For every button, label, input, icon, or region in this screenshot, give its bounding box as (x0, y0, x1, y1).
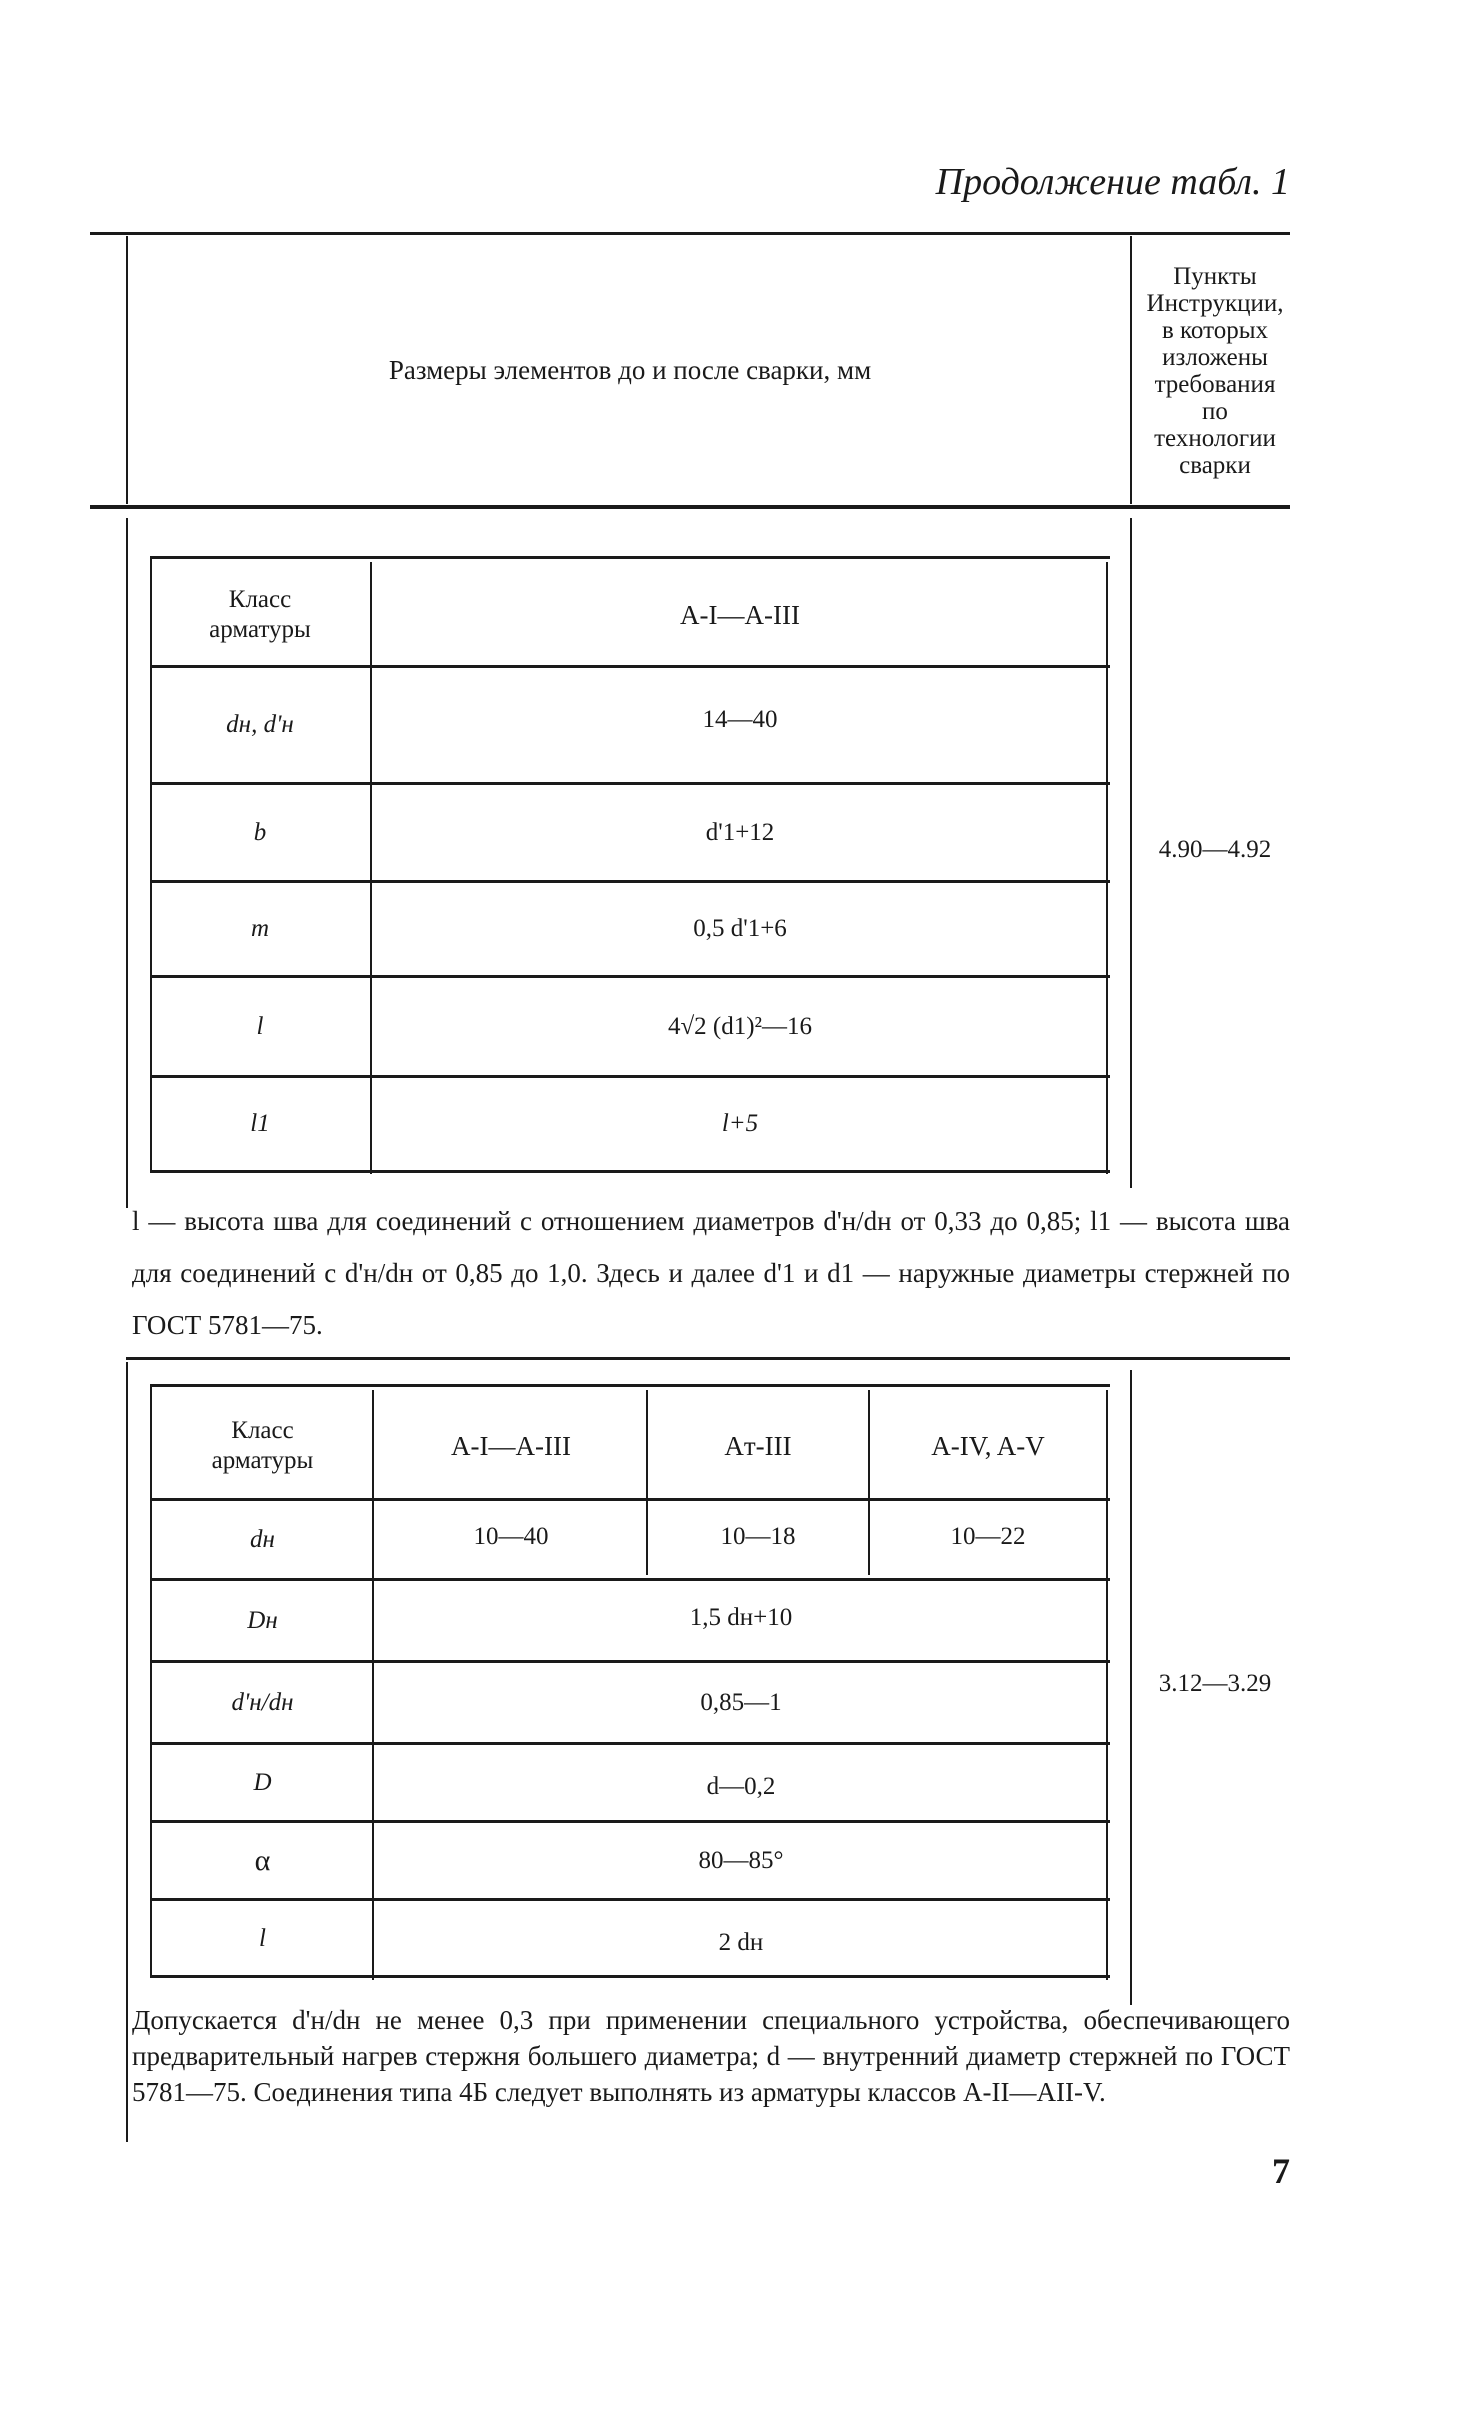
s2-header-col: A-IV, A-V (931, 1431, 1045, 1461)
s2-header-col: Aт-III (724, 1431, 792, 1461)
page-number: 7 (1272, 2151, 1290, 2191)
continuation-label: Продолжение табл. 1 (935, 161, 1290, 203)
s2-row-label: D (253, 1769, 272, 1796)
section1-ref: 4.90—4.92 (1158, 836, 1272, 863)
s1-row-label: dн, d'н (226, 711, 294, 738)
s2-row-value: 10—18 (720, 1523, 796, 1550)
s2-row-value: 10—40 (473, 1523, 549, 1550)
header-top-rule (90, 232, 1290, 235)
s2-row-value: 10—22 (950, 1523, 1026, 1550)
s1-row-label: m (250, 915, 270, 942)
header-instruction-points: Пункты Инструкции, в которых изложены требования по технологии сварки (1146, 263, 1284, 479)
s2-row-label: d'н/dн (231, 1689, 294, 1716)
s2-row-label: Dн (247, 1607, 278, 1634)
s1-header-label: Класс арматуры (209, 586, 311, 643)
section2-left-rule (126, 1362, 128, 2142)
s2-row-value: 0,85—1 (700, 1689, 782, 1716)
section1-note: l — высота шва для соединений с отношением диаметров d'н/dн от 0,33 до 0,85; l1 — высота шва для соединений с d'н/dн от 0,85 до 1,0. Здесь и далее d'1 и d1 — наружные диаметры стержней по ГОСТ 5781—75. (132, 1206, 1290, 1340)
s1-header-value: A-I—A-III (680, 600, 800, 630)
s1-row-value: l+5 (721, 1110, 759, 1137)
s2-row-value: 1,5 dн+10 (689, 1604, 793, 1631)
section1-left-rule (126, 518, 128, 1208)
header-dimensions: Размеры элементов до и после сварки, мм (388, 355, 872, 385)
s2-header-col: A-I—A-III (451, 1431, 571, 1461)
s2-row-value: 2 dн (718, 1928, 764, 1956)
s1-row-label: l1 (250, 1110, 270, 1137)
s2-row-label: dн (250, 1526, 275, 1553)
header-left-rule (126, 236, 128, 504)
s2-header-label: Класс арматуры (211, 1417, 314, 1474)
s2-row-label: α (254, 1844, 271, 1877)
s1-row-value: 0,5 d'1+6 (693, 915, 787, 942)
s2-row-value: d—0,2 (706, 1773, 776, 1800)
s1-row-value: d'1+12 (705, 818, 775, 846)
section2-right-rule (1130, 1370, 1132, 2005)
s2-row-value: 80—85° (698, 1847, 784, 1874)
header-divider (1130, 236, 1132, 504)
s1-row-value: 4√2 (d1)²—16 (667, 1012, 813, 1040)
section2-note: Допускается d'н/dн не менее 0,3 при применении специального устройства, обеспечивающего предварительный нагрев стержня большего диаметра; d — внутренний диаметр стержней по ГОСТ 5781—75. Соединения типа 4Б следует выполнять из арматуры классов A-II—AII-V. (132, 2005, 1290, 2107)
s1-row-value: 14—40 (702, 706, 778, 733)
s2-row-label: l (259, 1924, 266, 1952)
header-bottom-rule (90, 505, 1290, 509)
s1-row-label: b (253, 818, 267, 846)
section-divider (126, 1357, 1290, 1360)
section2-ref: 3.12—3.29 (1158, 1670, 1272, 1697)
section1-right-rule (1130, 518, 1132, 1188)
s1-row-label: l (256, 1012, 264, 1040)
